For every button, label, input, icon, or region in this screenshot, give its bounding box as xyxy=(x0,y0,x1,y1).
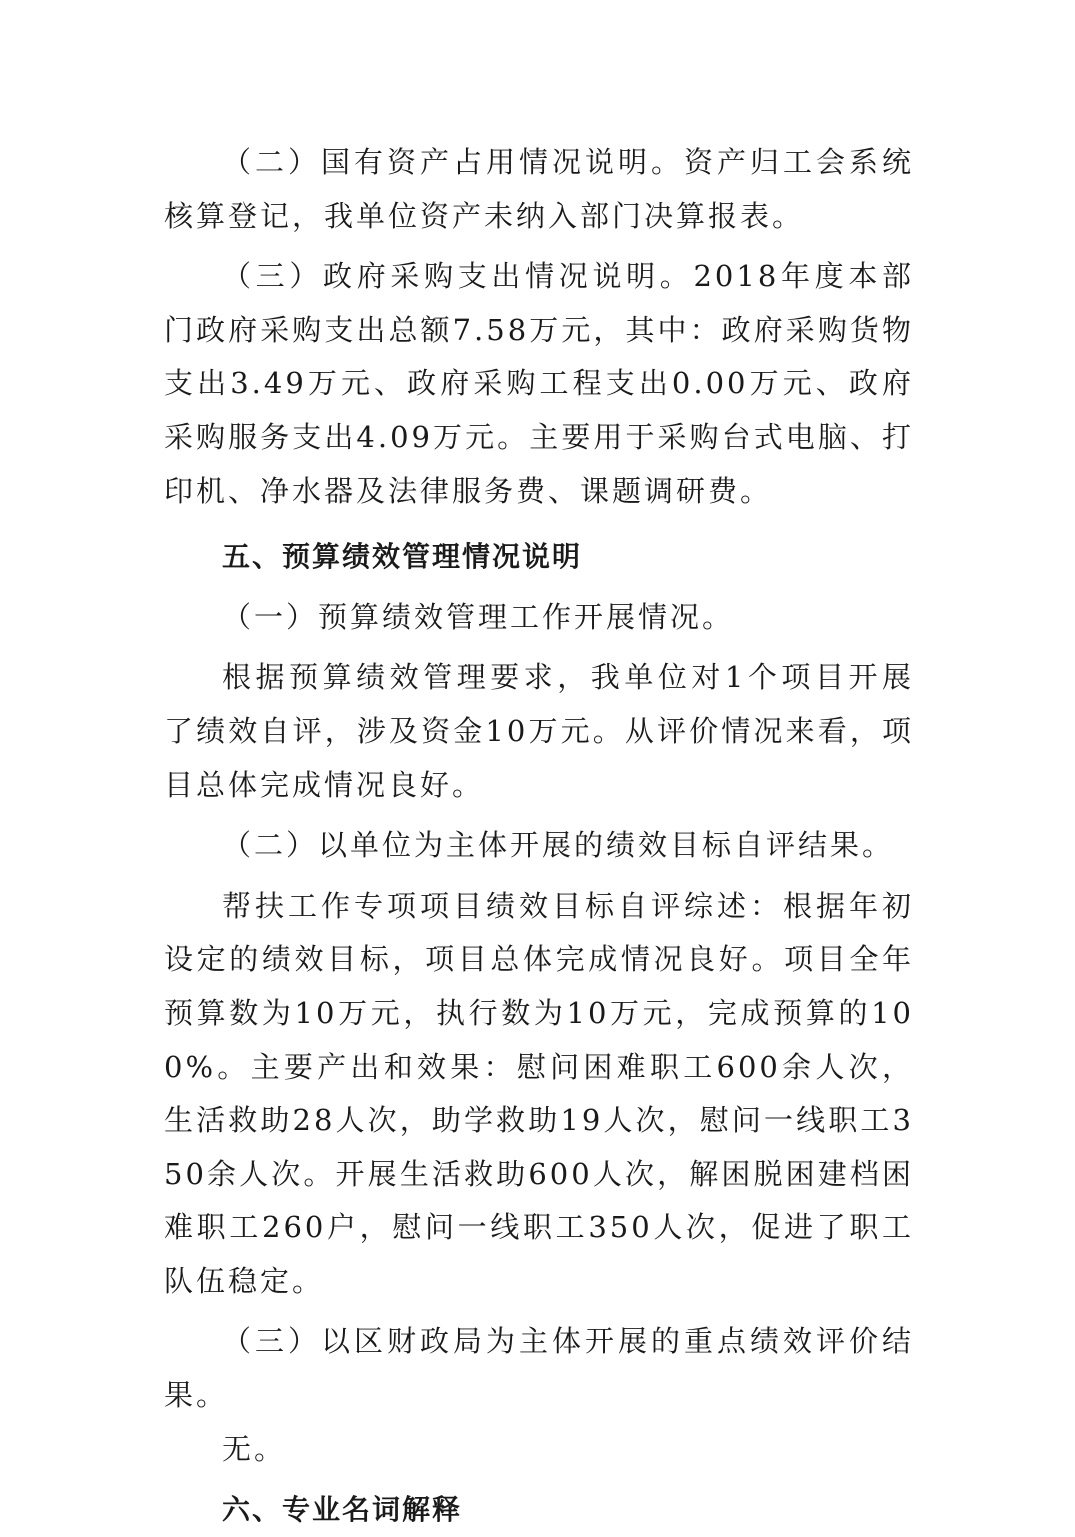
paragraph-performance-self-evaluation: 根据预算绩效管理要求，我单位对1个项目开展了绩效自评，涉及资金10万元。从评价情况来看，项目总体完成情况良好。 xyxy=(164,660,914,802)
paragraph-none: 无。 xyxy=(222,1431,287,1466)
subheading-performance-work: （一）预算绩效管理工作开展情况。 xyxy=(222,599,735,634)
paragraph-assistance-project-summary: 帮扶工作专项项目绩效目标自评综述：根据年初设定的绩效目标，项目总体完成情况良好。项目全年预算数为10万元，执行数为10万元，完成预算的100%。主要产出和效果：慰问困难职工600余人次，生活救助28人次，助学救助19人次，慰问一线职工350余人次。开展生活救助600人次，解困脱困建档困难职工260户，慰问一线职工350人次，促进了职工队伍稳定。 xyxy=(164,888,914,1298)
document-page xyxy=(164,136,914,1537)
section-heading-terminology: 六、专业名词解释 xyxy=(222,1493,463,1527)
paragraph-government-procurement: （三）政府采购支出情况说明。2018年度本部门政府采购支出总额7.58万元，其中：政府采购货物支出3.49万元、政府采购工程支出0.00万元、政府采购服务支出4.09万元。主要用于采购台式电脑、打印机、净水器及法律服务费、课题调研费。 xyxy=(164,259,914,508)
subheading-unit-self-evaluation: （二）以单位为主体开展的绩效目标自评结果。 xyxy=(222,828,895,863)
section-heading-budget-performance: 五、预算绩效管理情况说明 xyxy=(222,540,583,574)
paragraph-state-assets: （二）国有资产占用情况说明。资产归工会系统核算登记，我单位资产未纳入部门决算报表。 xyxy=(164,145,914,233)
subheading-finance-bureau-evaluation: （三）以区财政局为主体开展的重点绩效评价结果。 xyxy=(164,1324,914,1413)
